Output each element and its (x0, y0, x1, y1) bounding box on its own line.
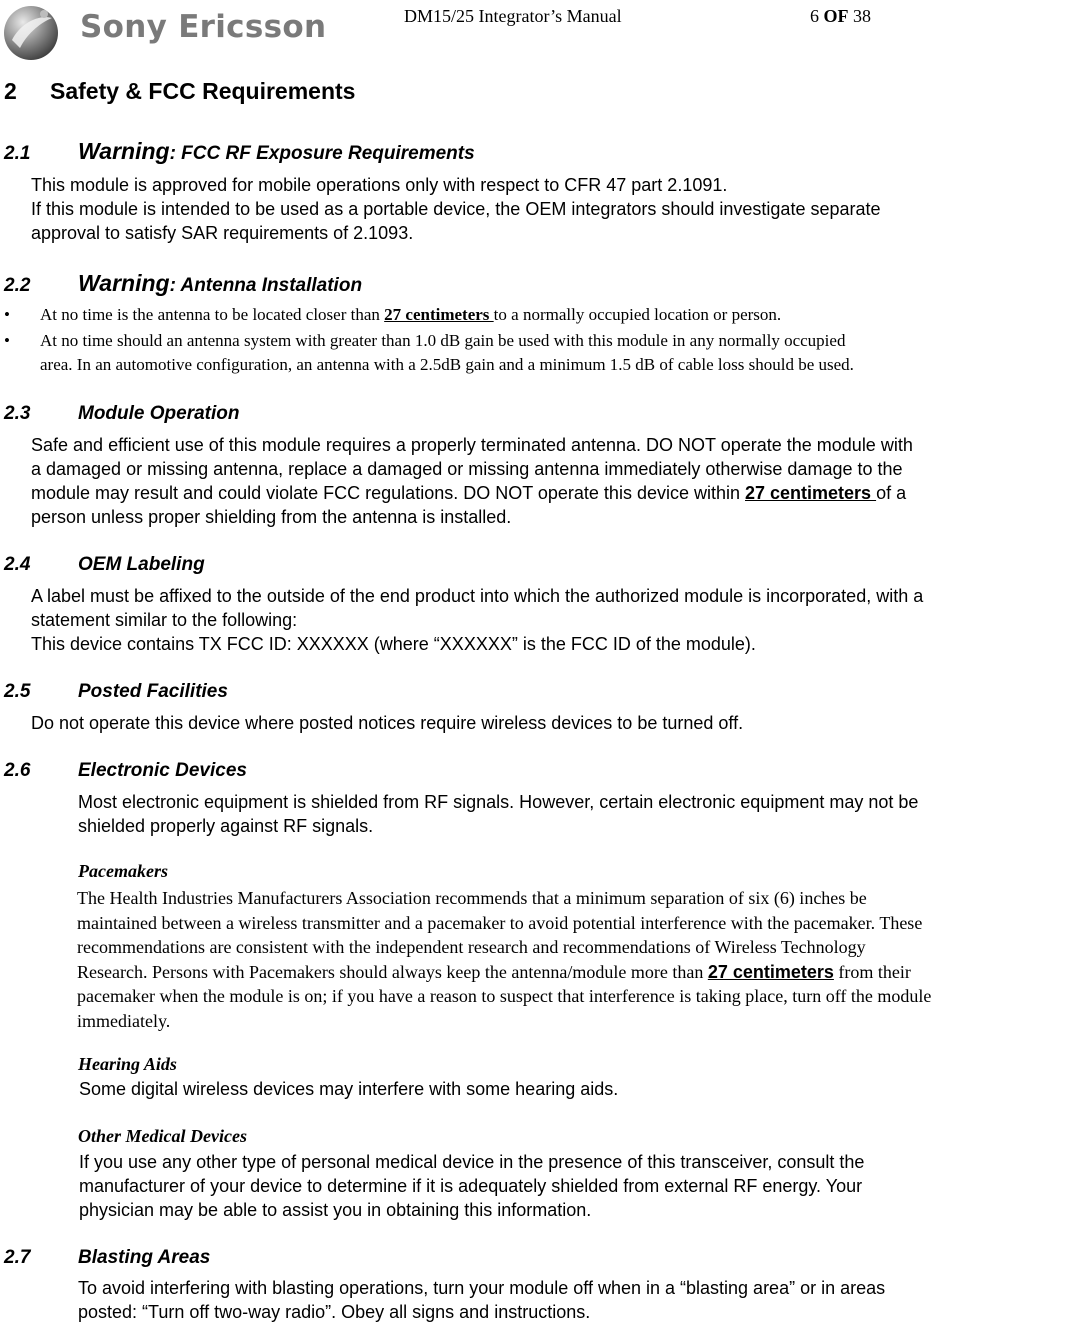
hearing-aids-paragraph: Some digital wireless devices may interfere with some hearing aids. (79, 1079, 619, 1099)
other-devices-title: Other Medical Devices (78, 1126, 247, 1146)
pacemakers-paragraph: The Health Industries Manufacturers Association recommends that a minimum separation of six (6) inches be maintained between a wireless transmitter and a pacemaker to avoid potential interference with the pacemaker. These recommendations are consistent with the independent research and recommendations of Wireless Technology Research. Persons with Pacemakers should always keep the antenna/module more than 27 centimeters from their pacemaker when the module is on; if you have a reason to suspect that interference is taking place, turn off the module immediately. (77, 888, 932, 1031)
antenna-bullet-list (4, 303, 1054, 379)
document-title: DM15/25 Integrator’s Manual (404, 6, 622, 26)
heading-2-1: 2.1 Warning: FCC RF Exposure Requirements (4, 138, 475, 164)
other-devices-paragraph: If you use any other type of personal medical device in the presence of this transceiver, consult the manufacturer of your device to determine if it is adequately shielded from external RF energy. Your physician may be able to assist you in obtaining this information. (79, 1152, 865, 1220)
page-number: 6 OF 38 (810, 6, 871, 26)
paragraph-2-4: A label must be affixed to the outside of the end product into which the authorized module is incorporated, with a statement similar to the following: This device contains TX FCC ID: XXXXXX (where “XXXXXX” is the FCC ID of the module). (31, 586, 924, 654)
section-heading: 2 Safety & FCC Requirements (4, 78, 356, 104)
heading-2-6: 2.6 Electronic Devices (4, 760, 247, 781)
sony-ericsson-logo-icon (2, 2, 60, 62)
list-item: • At no time is the antenna to be located closer than 27 centimeters to a normally occupied location or person. (4, 305, 782, 324)
paragraph-2-5: Do not operate this device where posted notices require wireless devices to be turned off. (31, 713, 744, 733)
heading-2-2: 2.2 Warning: Antenna Installation (4, 270, 363, 296)
brand-logotype: Sony Ericsson (80, 9, 327, 45)
paragraph-2-3: Safe and efficient use of this module requires a properly terminated antenna. DO NOT operate the module with a damaged or missing antenna, replace a damaged or missing antenna immediately otherwise damage to the module may result and could violate FCC regulations. DO NOT operate this device within 27 centimeters of a person unless proper shielding from the antenna is installed. (31, 435, 913, 527)
heading-2-5: 2.5 Posted Facilities (4, 681, 228, 702)
paragraph-2-6: Most electronic equipment is shielded from RF signals. However, certain electronic equipment may not be shielded properly against RF signals. (78, 792, 919, 836)
paragraph-2-7: To avoid interfering with blasting operations, turn your module off when in a “blasting area” or in areas posted: “Turn off two-way radio”. Obey all signs and instructions. (78, 1278, 886, 1322)
heading-2-3: 2.3 Module Operation (4, 403, 240, 424)
pacemakers-title: Pacemakers (78, 861, 168, 881)
list-item: • At no time should an antenna system with greater than 1.0 dB gain be used with this module in any normally occupied area. In an automotive configuration, an antenna with a 2.5dB gain and a minimum 1.5 dB of cable loss should be used. (4, 331, 854, 374)
hearing-aids-title: Hearing Aids (78, 1054, 177, 1074)
heading-2-7: 2.7 Blasting Areas (4, 1247, 211, 1268)
paragraph-2-1: This module is approved for mobile operations only with respect to CFR 47 part 2.1091. If this module is intended to be used as a portable device, the OEM integrators should investigate separate approval to satisfy SAR requirements of 2.1093. (31, 175, 881, 243)
heading-2-4: 2.4 OEM Labeling (4, 554, 205, 575)
